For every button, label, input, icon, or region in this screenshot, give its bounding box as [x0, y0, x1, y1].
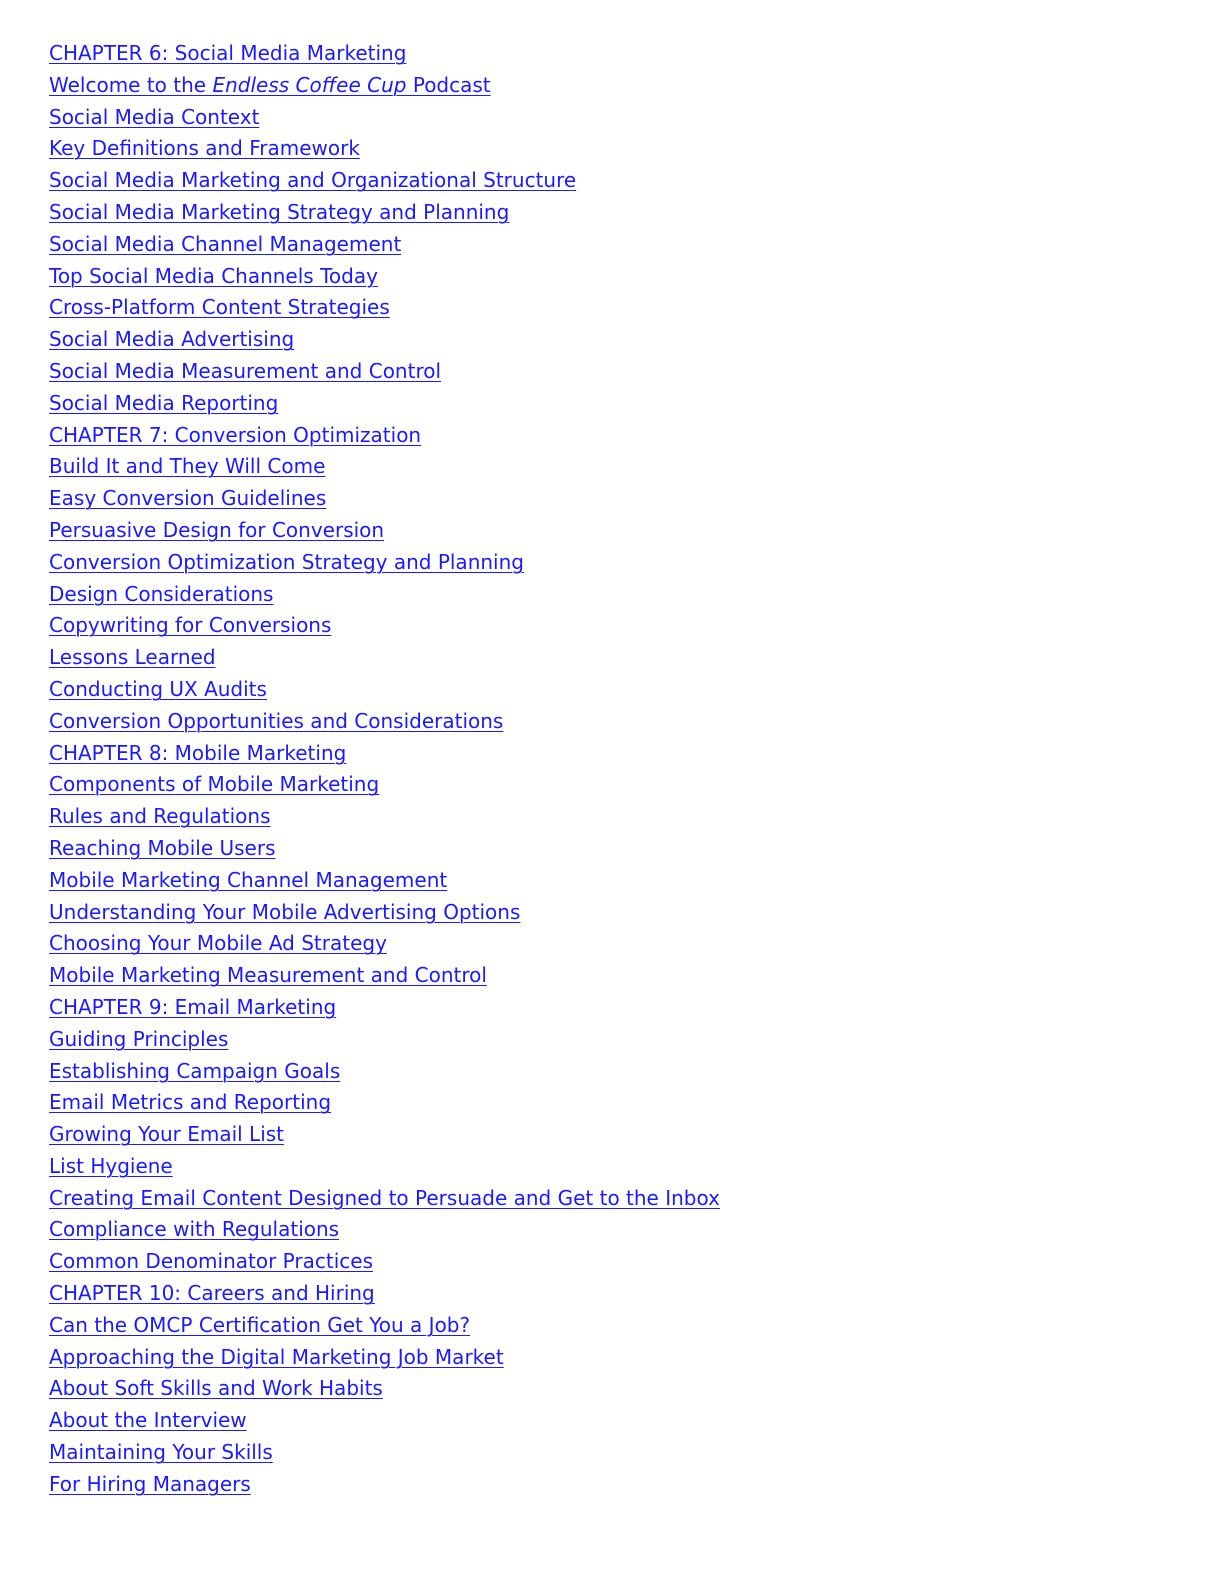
toc-link[interactable]: Social Media Reporting: [49, 390, 279, 415]
toc-item: [49, 1214, 720, 1246]
toc-item: [49, 292, 720, 324]
toc-link[interactable]: Social Media Context: [49, 104, 260, 129]
toc-item: [49, 579, 720, 611]
toc-link[interactable]: Social Media Channel Management: [49, 231, 402, 256]
toc-link-chapter-10[interactable]: CHAPTER 10: Careers and Hiring: [49, 1281, 375, 1306]
toc-link[interactable]: Persuasive Design for Conversion: [49, 517, 385, 542]
toc-item: [49, 420, 720, 452]
toc-item: [49, 515, 720, 547]
toc-item: [49, 324, 720, 356]
toc-link[interactable]: List Hygiene: [49, 1153, 173, 1178]
toc-link[interactable]: Social Media Advertising: [49, 327, 295, 352]
toc-link-suffix: Podcast: [406, 72, 491, 97]
toc-link[interactable]: Top Social Media Channels Today: [49, 263, 378, 288]
toc-item: [49, 801, 720, 833]
toc-item: [49, 865, 720, 897]
toc-link[interactable]: Creating Email Content Designed to Persuade and Get to the Inbox: [49, 1185, 720, 1210]
toc-item: [49, 102, 720, 134]
toc-link[interactable]: [49, 73, 491, 97]
toc-link[interactable]: Choosing Your Mobile Ad Strategy: [49, 931, 387, 956]
toc-link[interactable]: Email Metrics and Reporting: [49, 1090, 332, 1115]
toc-link[interactable]: Build It and They Will Come: [49, 454, 326, 479]
toc-item: [49, 356, 720, 388]
toc-item: [49, 1278, 720, 1310]
toc-link[interactable]: Social Media Measurement and Control: [49, 358, 442, 383]
toc-link[interactable]: Understanding Your Mobile Advertising Options: [49, 899, 521, 924]
toc-link[interactable]: Cross-Platform Content Strategies: [49, 295, 390, 320]
toc-link[interactable]: Rules and Regulations: [49, 804, 271, 829]
toc-link[interactable]: Key Definitions and Framework: [49, 136, 360, 161]
toc-item: [49, 388, 720, 420]
toc-link[interactable]: For Hiring Managers: [49, 1471, 251, 1496]
toc-item: [49, 197, 720, 229]
toc-link[interactable]: About the Interview: [49, 1408, 247, 1433]
toc-item: [49, 165, 720, 197]
toc-item: [49, 738, 720, 770]
toc-item: [49, 451, 720, 483]
toc-item: [49, 1087, 720, 1119]
toc-link[interactable]: Guiding Principles: [49, 1026, 229, 1051]
toc-link-italic-title: Endless Coffee Cup: [212, 72, 407, 97]
toc-link-chapter-9[interactable]: CHAPTER 9: Email Marketing: [49, 994, 337, 1019]
toc-link[interactable]: Conducting UX Audits: [49, 676, 267, 701]
toc-item: [49, 1469, 720, 1501]
toc-item: [49, 1373, 720, 1405]
toc-item: [49, 1246, 720, 1278]
toc-item: [49, 897, 720, 929]
toc-link-chapter-6[interactable]: CHAPTER 6: Social Media Marketing: [49, 41, 407, 65]
toc-item: [49, 38, 720, 70]
toc-link[interactable]: Reaching Mobile Users: [49, 835, 276, 860]
toc-item: [49, 1024, 720, 1056]
toc-item: [49, 1056, 720, 1088]
toc-link[interactable]: Common Denominator Practices: [49, 1249, 373, 1274]
toc-link[interactable]: Approaching the Digital Marketing Job Market: [49, 1344, 504, 1369]
toc-link[interactable]: Social Media Marketing Strategy and Planning: [49, 199, 510, 224]
toc-item: [49, 928, 720, 960]
toc-item: [49, 1151, 720, 1183]
toc-link[interactable]: Copywriting for Conversions: [49, 613, 332, 638]
toc-item: [49, 70, 720, 102]
toc-link[interactable]: Design Considerations: [49, 581, 274, 606]
toc-link[interactable]: Maintaining Your Skills: [49, 1440, 273, 1465]
toc-item: [49, 1405, 720, 1437]
toc-item: [49, 1119, 720, 1151]
toc-link-chapter-7[interactable]: CHAPTER 7: Conversion Optimization: [49, 422, 422, 447]
toc-item: [49, 1310, 720, 1342]
toc-item: [49, 133, 720, 165]
toc-item: [49, 992, 720, 1024]
toc-link[interactable]: Components of Mobile Marketing: [49, 772, 380, 797]
toc-item: [49, 261, 720, 293]
toc-link-chapter-8[interactable]: CHAPTER 8: Mobile Marketing: [49, 740, 347, 765]
toc-link[interactable]: About Soft Skills and Work Habits: [49, 1376, 383, 1401]
toc-link[interactable]: Mobile Marketing Channel Management: [49, 867, 448, 892]
toc-link[interactable]: Establishing Campaign Goals: [49, 1058, 341, 1083]
toc-link[interactable]: Lessons Learned: [49, 645, 216, 670]
toc-item: [49, 229, 720, 261]
toc-item: [49, 833, 720, 865]
toc-link[interactable]: Easy Conversion Guidelines: [49, 486, 327, 511]
toc-item: [49, 483, 720, 515]
toc-item: [49, 1183, 720, 1215]
toc-link-prefix: Welcome to the: [49, 72, 213, 97]
toc-item: [49, 706, 720, 738]
toc-item: [49, 960, 720, 992]
toc-item: [49, 769, 720, 801]
toc-item: [49, 642, 720, 674]
toc-link[interactable]: Compliance with Regulations: [49, 1217, 340, 1242]
toc-item: [49, 610, 720, 642]
toc-link[interactable]: Can the OMCP Certification Get You a Job?: [49, 1312, 471, 1337]
table-of-contents: [49, 38, 720, 1501]
toc-link[interactable]: Social Media Marketing and Organizational Structure: [49, 168, 577, 193]
toc-link[interactable]: Conversion Opportunities and Considerations: [49, 708, 504, 733]
toc-item: [49, 1437, 720, 1469]
toc-item: [49, 547, 720, 579]
toc-item: [49, 674, 720, 706]
toc-link[interactable]: Mobile Marketing Measurement and Control: [49, 963, 487, 988]
toc-item: [49, 1342, 720, 1374]
toc-link[interactable]: Conversion Optimization Strategy and Planning: [49, 549, 524, 574]
toc-link[interactable]: Growing Your Email List: [49, 1122, 285, 1147]
